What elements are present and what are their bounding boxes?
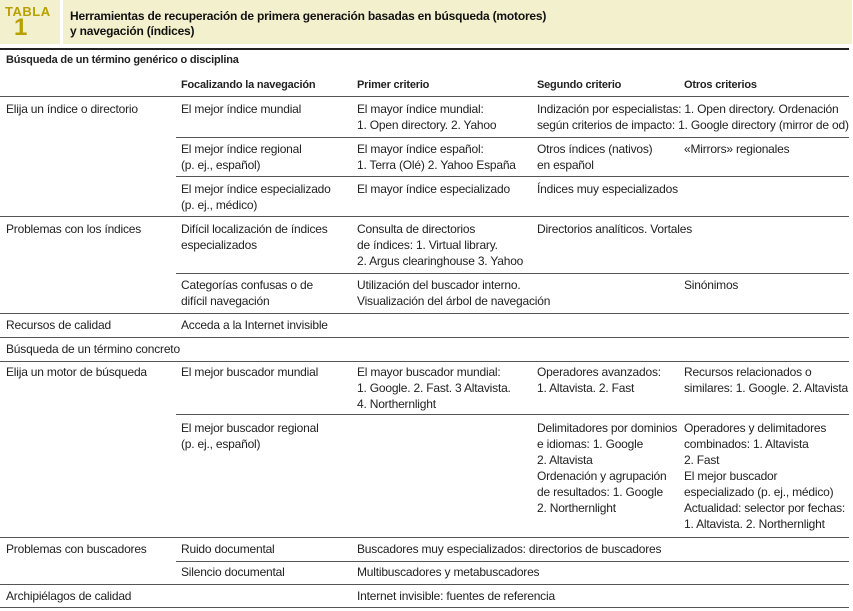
cell-second: Delimitadores por dominios <box>537 421 678 435</box>
divider <box>0 48 849 50</box>
cell-focus: El mejor índice mundial <box>181 102 302 116</box>
cell-second: según criterios de impacto: 1. Google directory (mirror de od) <box>537 118 849 132</box>
cell-second: 1. Altavista. 2. Fast <box>537 381 635 395</box>
table-title-line1: Herramientas de recuperación de primera generación basadas en búsqueda (motores) <box>70 9 547 23</box>
cell-other: combinados: 1. Altavista <box>684 437 809 451</box>
cell-second: 2. Altavista <box>537 453 593 467</box>
divider <box>176 561 849 562</box>
divider <box>176 176 849 177</box>
cell-other: 2. Fast <box>684 453 720 467</box>
column-header-second: Segundo criterio <box>537 79 622 91</box>
cell-second: de resultados: 1. Google <box>537 485 663 499</box>
row-label: Recursos de calidad <box>6 318 111 332</box>
cell-other: especializado (p. ej., médico) <box>684 485 834 499</box>
cell-first: 1. Terra (Olé) 2. Yahoo España <box>357 158 516 172</box>
divider <box>0 584 849 585</box>
divider <box>176 273 849 274</box>
cell-second: Índices muy especializados <box>537 182 678 196</box>
cell-second: Directorios analíticos. Vortales <box>537 222 693 236</box>
divider <box>0 216 849 217</box>
table-badge <box>0 0 60 44</box>
cell-focus: (p. ej., médico) <box>181 198 258 212</box>
cell-focus: Acceda a la Internet invisible <box>181 318 328 332</box>
cell-first: Visualización del árbol de navegación <box>357 294 551 308</box>
row-label: Elija un índice o directorio <box>6 102 138 116</box>
cell-focus: Silencio documental <box>181 565 285 579</box>
cell-focus: El mejor índice regional <box>181 142 302 156</box>
cell-second: Indización por especialistas: 1. Open directory. Ordenación <box>537 102 839 116</box>
table-title-box <box>60 0 852 44</box>
cell-focus: difícil navegación <box>181 294 270 308</box>
divider <box>176 414 849 415</box>
cell-first: El mayor índice especializado <box>357 182 510 196</box>
cell-other: El mejor buscador <box>684 469 778 483</box>
cell-second: Otros índices (nativos) <box>537 142 653 156</box>
divider <box>0 337 849 338</box>
cell-second: 2. Northernlight <box>537 501 616 515</box>
section-title: Búsqueda de un término genérico o disciplina <box>6 54 239 66</box>
table-header <box>0 0 849 44</box>
cell-other: 1. Altavista. 2. Northernlight <box>684 517 825 531</box>
cell-first: Consulta de directorios <box>357 222 476 236</box>
row-label: Archipiélagos de calidad <box>6 589 132 603</box>
divider <box>176 137 849 138</box>
cell-focus: Ruido documental <box>181 542 275 556</box>
cell-second: e idiomas: 1. Google <box>537 437 644 451</box>
badge-label: TABLA <box>5 4 51 19</box>
badge-number: 1 <box>14 14 28 41</box>
cell-focus: El mejor índice especializado <box>181 182 331 196</box>
section-title: Búsqueda de un término concreto <box>6 342 180 356</box>
cell-other: Actualidad: selector por fechas: <box>684 501 846 515</box>
divider <box>0 607 849 608</box>
cell-first: El mayor buscador mundial: <box>357 365 501 379</box>
cell-focus: El mejor buscador mundial <box>181 365 319 379</box>
cell-first: 1. Google. 2. Fast. 3 Altavista. <box>357 381 511 395</box>
cell-other: similares: 1. Google. 2. Altavista <box>684 381 848 395</box>
cell-focus: El mejor buscador regional <box>181 421 319 435</box>
cell-other: Recursos relacionados o <box>684 365 812 379</box>
cell-first: El mayor índice mundial: <box>357 102 484 116</box>
column-header-other: Otros criterios <box>684 79 757 91</box>
divider <box>0 361 849 362</box>
column-header-focus: Focalizando la navegación <box>181 79 316 91</box>
cell-first: 1. Open directory. 2. Yahoo <box>357 118 497 132</box>
divider <box>0 313 849 314</box>
table-title <box>70 9 546 39</box>
cell-first: de índices: 1. Virtual library. <box>357 238 498 252</box>
cell-focus: Categorías confusas o de <box>181 278 313 292</box>
table-title-line2: y navegación (índices) <box>70 24 195 38</box>
cell-focus: especializados <box>181 238 257 252</box>
cell-first: 4. Northernlight <box>357 397 436 411</box>
cell-first: Utilización del buscador interno. <box>357 278 521 292</box>
cell-focus: (p. ej., español) <box>181 158 261 172</box>
cell-second: Ordenación y agrupación <box>537 469 667 483</box>
cell-first: Buscadores muy especializados: directorios de buscadores <box>357 542 662 556</box>
row-label: Problemas con los índices <box>6 222 142 236</box>
cell-other: Operadores y delimitadores <box>684 421 827 435</box>
cell-first: Multibuscadores y metabuscadores <box>357 565 540 579</box>
cell-focus: (p. ej., español) <box>181 437 261 451</box>
cell-other: «Mirrors» regionales <box>684 142 790 156</box>
divider <box>0 96 849 97</box>
cell-first: 2. Argus clearinghouse 3. Yahoo <box>357 254 524 268</box>
divider <box>0 537 849 538</box>
cell-first: Internet invisible: fuentes de referencia <box>357 589 555 603</box>
cell-other: Sinónimos <box>684 278 739 292</box>
cell-focus: Difícil localización de índices <box>181 222 328 236</box>
cell-second: en español <box>537 158 594 172</box>
cell-second: Operadores avanzados: <box>537 365 661 379</box>
column-header-first: Primer criterio <box>357 79 430 91</box>
cell-first: El mayor índice español: <box>357 142 484 156</box>
row-label: Problemas con buscadores <box>6 542 147 556</box>
row-label: Elija un motor de búsqueda <box>6 365 147 379</box>
